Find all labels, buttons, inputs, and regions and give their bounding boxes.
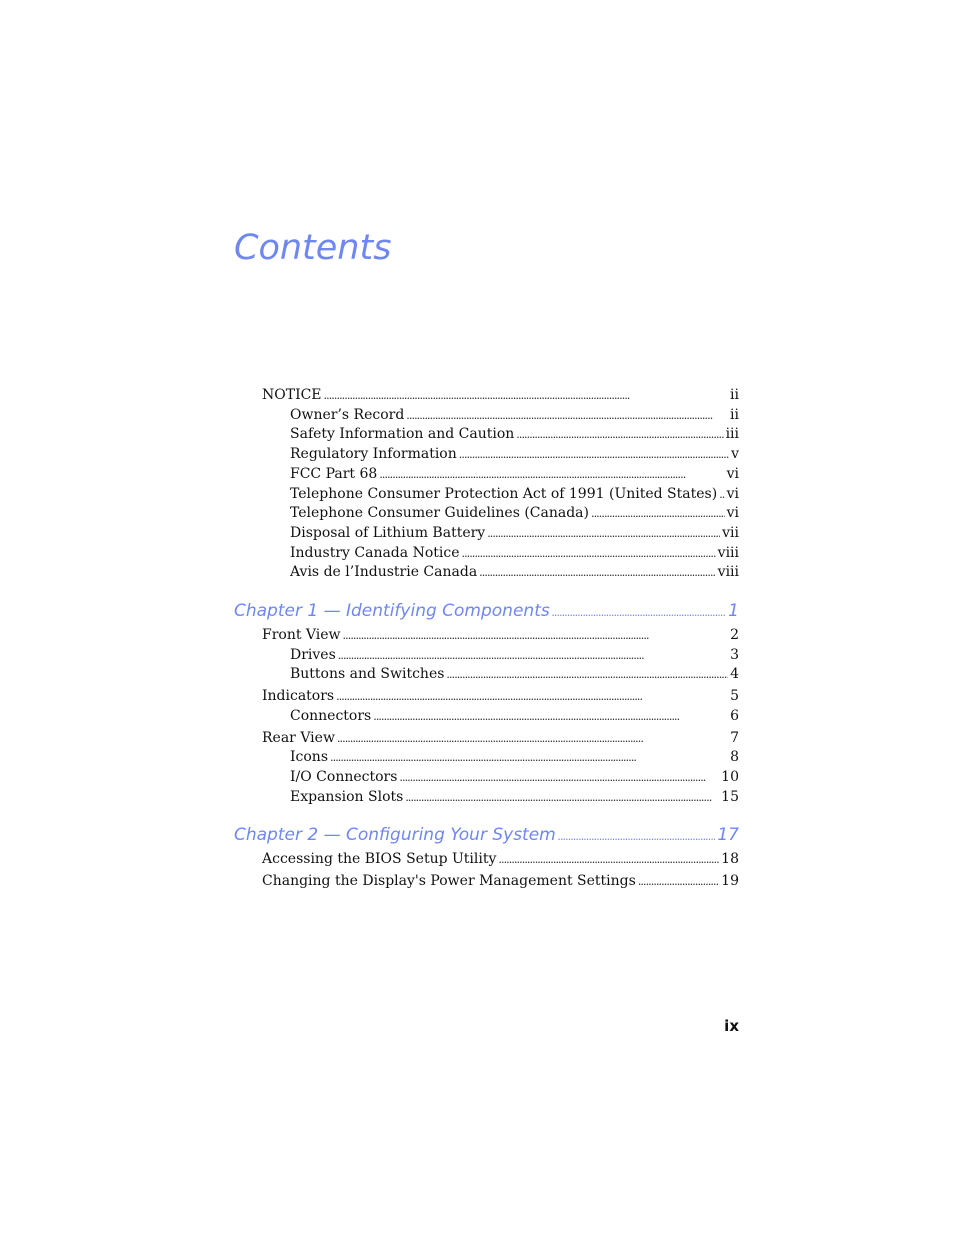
toc-entry-label: Regulatory Information [290,446,457,463]
toc-entry-label: Icons [290,749,329,766]
toc-entry-label: Industry Canada Notice [290,544,460,561]
dot-leader [373,707,728,727]
toc-entry-indicators[interactable] [234,687,739,707]
toc-entry-label: Owner’s Record [290,406,405,423]
chapter-2-section [234,823,739,891]
dot-leader [591,504,725,524]
dot-leader [479,563,715,583]
toc-entry[interactable] [234,406,739,426]
toc-entry[interactable] [234,504,739,524]
dot-leader [638,872,719,892]
toc-entry-label: Telephone Consumer Protection Act of 1991 (United States) [290,485,718,502]
chapter-title: Chapter 2 — Configuring Your System [234,825,556,846]
dot-leader [406,406,728,426]
toc-entry-page: 8 [730,749,739,766]
toc-entry-label: Rear View [262,729,335,746]
toc-entry-page: vi [726,465,739,482]
toc-entry-page: 15 [721,788,739,805]
dot-leader [459,445,729,465]
dot-leader [338,646,728,666]
dot-leader [516,425,723,445]
toc-entry-label: Safety Information and Caution [290,426,515,443]
toc-entry-page: vi [726,505,739,522]
front-matter-section [234,386,739,583]
toc-entry[interactable] [234,544,739,564]
toc-entry-page: 19 [721,873,739,890]
dot-leader [487,524,720,544]
chapter-1-section [234,599,739,807]
table-of-contents [234,386,739,908]
toc-entry-label: Connectors [290,707,372,724]
toc-entry-label: Avis de l’Industrie Canada [290,564,478,581]
dot-leader [461,544,715,564]
toc-entry-page: 2 [730,627,739,644]
toc-entry-page: viii [717,564,739,581]
dot-leader [343,626,729,646]
toc-entry-page: 18 [721,851,739,868]
page-title: Contents [234,228,392,268]
toc-entry-buttons-switches[interactable] [234,665,739,685]
toc-entry-page: 3 [730,646,739,663]
toc-entry-page: 5 [730,688,739,705]
chapter-page: 1 [728,601,739,622]
toc-entry-page: v [731,446,739,463]
toc-entry-page: viii [717,544,739,561]
dot-leader [330,748,728,768]
toc-entry-page: vi [726,485,739,502]
toc-entry-label: Accessing the BIOS Setup Utility [262,851,497,868]
toc-entry-expansion-slots[interactable] [234,788,739,808]
toc-entry-page: iii [725,426,739,443]
toc-entry-page: ii [730,406,739,423]
toc-entry-page: 7 [730,729,739,746]
dot-leader [446,665,728,685]
toc-entry-label: I/O Connectors [290,768,398,785]
toc-entry-label: Front View [262,627,341,644]
toc-entry-notice[interactable] [234,386,739,406]
dot-leader [719,485,724,505]
toc-entry[interactable] [234,445,739,465]
toc-entry-label: Changing the Display's Power Management Settings [262,873,636,890]
toc-entry-icons[interactable] [234,748,739,768]
toc-entry-front-view[interactable] [234,626,739,646]
toc-entry-page: 4 [730,666,739,683]
toc-entry[interactable] [234,485,739,505]
toc-entry-label: FCC Part 68 [290,465,378,482]
toc-entry-rear-view[interactable] [234,729,739,749]
toc-entry-label: Indicators [262,688,335,705]
toc-chapter-2[interactable] [234,823,739,849]
toc-entry-label: Disposal of Lithium Battery [290,524,486,541]
toc-entry[interactable] [234,563,739,583]
toc-entry-drives[interactable] [234,646,739,666]
toc-entry-connectors[interactable] [234,707,739,727]
chapter-page: 17 [717,825,739,846]
toc-entry-page: 10 [721,768,739,785]
dot-leader [552,599,726,625]
dot-leader [337,729,728,749]
toc-entry-page: ii [730,387,739,403]
dot-leader [558,823,716,849]
toc-entry-bios-setup[interactable] [234,850,739,870]
toc-entry-label: NOTICE [262,387,322,403]
toc-entry-page: 6 [730,707,739,724]
toc-entry-label: Drives [290,646,336,663]
toc-entry-label: Telephone Consumer Guidelines (Canada) [290,505,589,522]
toc-entry-label: Expansion Slots [290,788,404,805]
chapter-title: Chapter 1 — Identifying Components [234,601,550,622]
toc-entry[interactable] [234,465,739,485]
page-number: ix [724,1017,739,1035]
dot-leader [399,768,719,788]
toc-entry-label: Buttons and Switches [290,666,445,683]
dot-leader [405,788,719,808]
toc-entry[interactable] [234,524,739,544]
dot-leader [498,850,719,870]
toc-entry-page: vii [722,524,739,541]
dot-leader [336,687,728,707]
dot-leader [379,465,724,485]
toc-chapter-1[interactable] [234,599,739,625]
dot-leader [324,386,729,406]
toc-entry-io-connectors[interactable] [234,768,739,788]
toc-entry[interactable] [234,425,739,445]
toc-entry-power-management[interactable] [234,872,739,892]
